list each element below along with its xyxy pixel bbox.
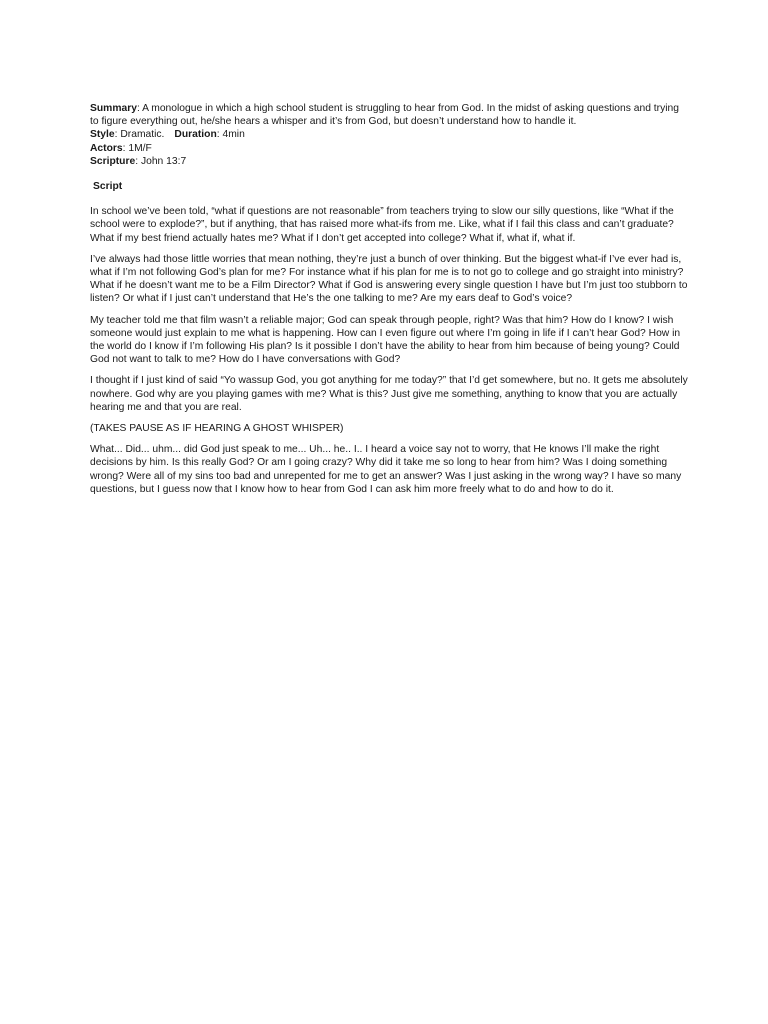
actors-label: Actors xyxy=(90,142,123,154)
stage-direction: (TAKES PAUSE AS IF HEARING A GHOST WHISPER) xyxy=(90,423,344,435)
scripture-label: Scripture xyxy=(90,155,136,167)
script-paragraph-1: In school we’ve been told, “what if questions are not reasonable” from teachers trying to slow our silly questions, like “What if the school were to explode?”, but if anything, that has raised more what-ifs from me. Like, what if I fail this class and can’t graduate? What if my best friend actually hates me? What if I don’t get accepted into college? What if, what if, what if. xyxy=(90,206,674,244)
scripture-line xyxy=(90,155,688,168)
duration-label: Duration xyxy=(174,129,217,141)
style-duration-line xyxy=(90,128,688,141)
style-value: : Dramatic. xyxy=(114,129,165,141)
summary-text: : A monologue in which a high school student is struggling to hear from God. In the midst of asking questions and trying to figure everything out, he/she hears a whisper and it’s from God, but doesn’t understand how to handle it. xyxy=(90,103,679,128)
duration-value: : 4min xyxy=(216,129,245,141)
script-heading: Script xyxy=(93,181,123,193)
actors-line xyxy=(90,142,688,155)
script-paragraph-2: I’ve always had those little worries that mean nothing, they’re just a bunch of over thinking. But the biggest what-if I’ve ever had is, what if I’m not following God’s plan for me? For instance what if his plan for me is to not go to college and go straight into ministry? What if he doesn’t want me to be a Film Director? What if God is answering every single question I have but I’m just too stubborn to listen? Or what if I just can’t understand that He’s the one talking to me? Are my ears deaf to God’s voice? xyxy=(90,253,688,305)
script-paragraph-final: What... Did... uhm... did God just speak to me... Uh... he.. I.. I heard a voice say not to worry, that He knows I’ll make the right decisions by him. Is this really God? Or am I going crazy? Why did it take me so long to hear from him? Was I doing something wrong? Were all of my sins too bad and unrepented for me to get an answer? Was I just asking in the wrong way? I have so many questions, but I guess now that I know how to hear from God I can ask him more freely what to do and how to do it. xyxy=(90,444,682,495)
script-paragraph-3: My teacher told me that film wasn’t a reliable major; God can speak through people, right? Was that him? How do I know? I wish someone would just explain to me what is happening. How can I even figure out where I’m going in life if I can’t hear God? How in the world do I know if I’m following His plan? Is it possible I don’t have the ability to hear from him because of being young? Could God not want to talk to me? How do I have conversations with God? xyxy=(90,314,681,366)
scripture-value: : John 13:7 xyxy=(135,155,187,167)
actors-value: : 1M/F xyxy=(122,142,152,154)
summary-line xyxy=(90,102,688,128)
style-label: Style xyxy=(90,129,115,141)
document-page xyxy=(90,102,688,504)
script-paragraph-4: I thought if I just kind of said “Yo wassup God, you got anything for me today?” that I’d get somewhere, but no. It gets me absolutely nowhere. God why are you playing games with me? What is this? Just give me something, anything to know that you are actually hearing me and that you are real. xyxy=(90,375,688,413)
summary-label: Summary xyxy=(90,103,137,114)
